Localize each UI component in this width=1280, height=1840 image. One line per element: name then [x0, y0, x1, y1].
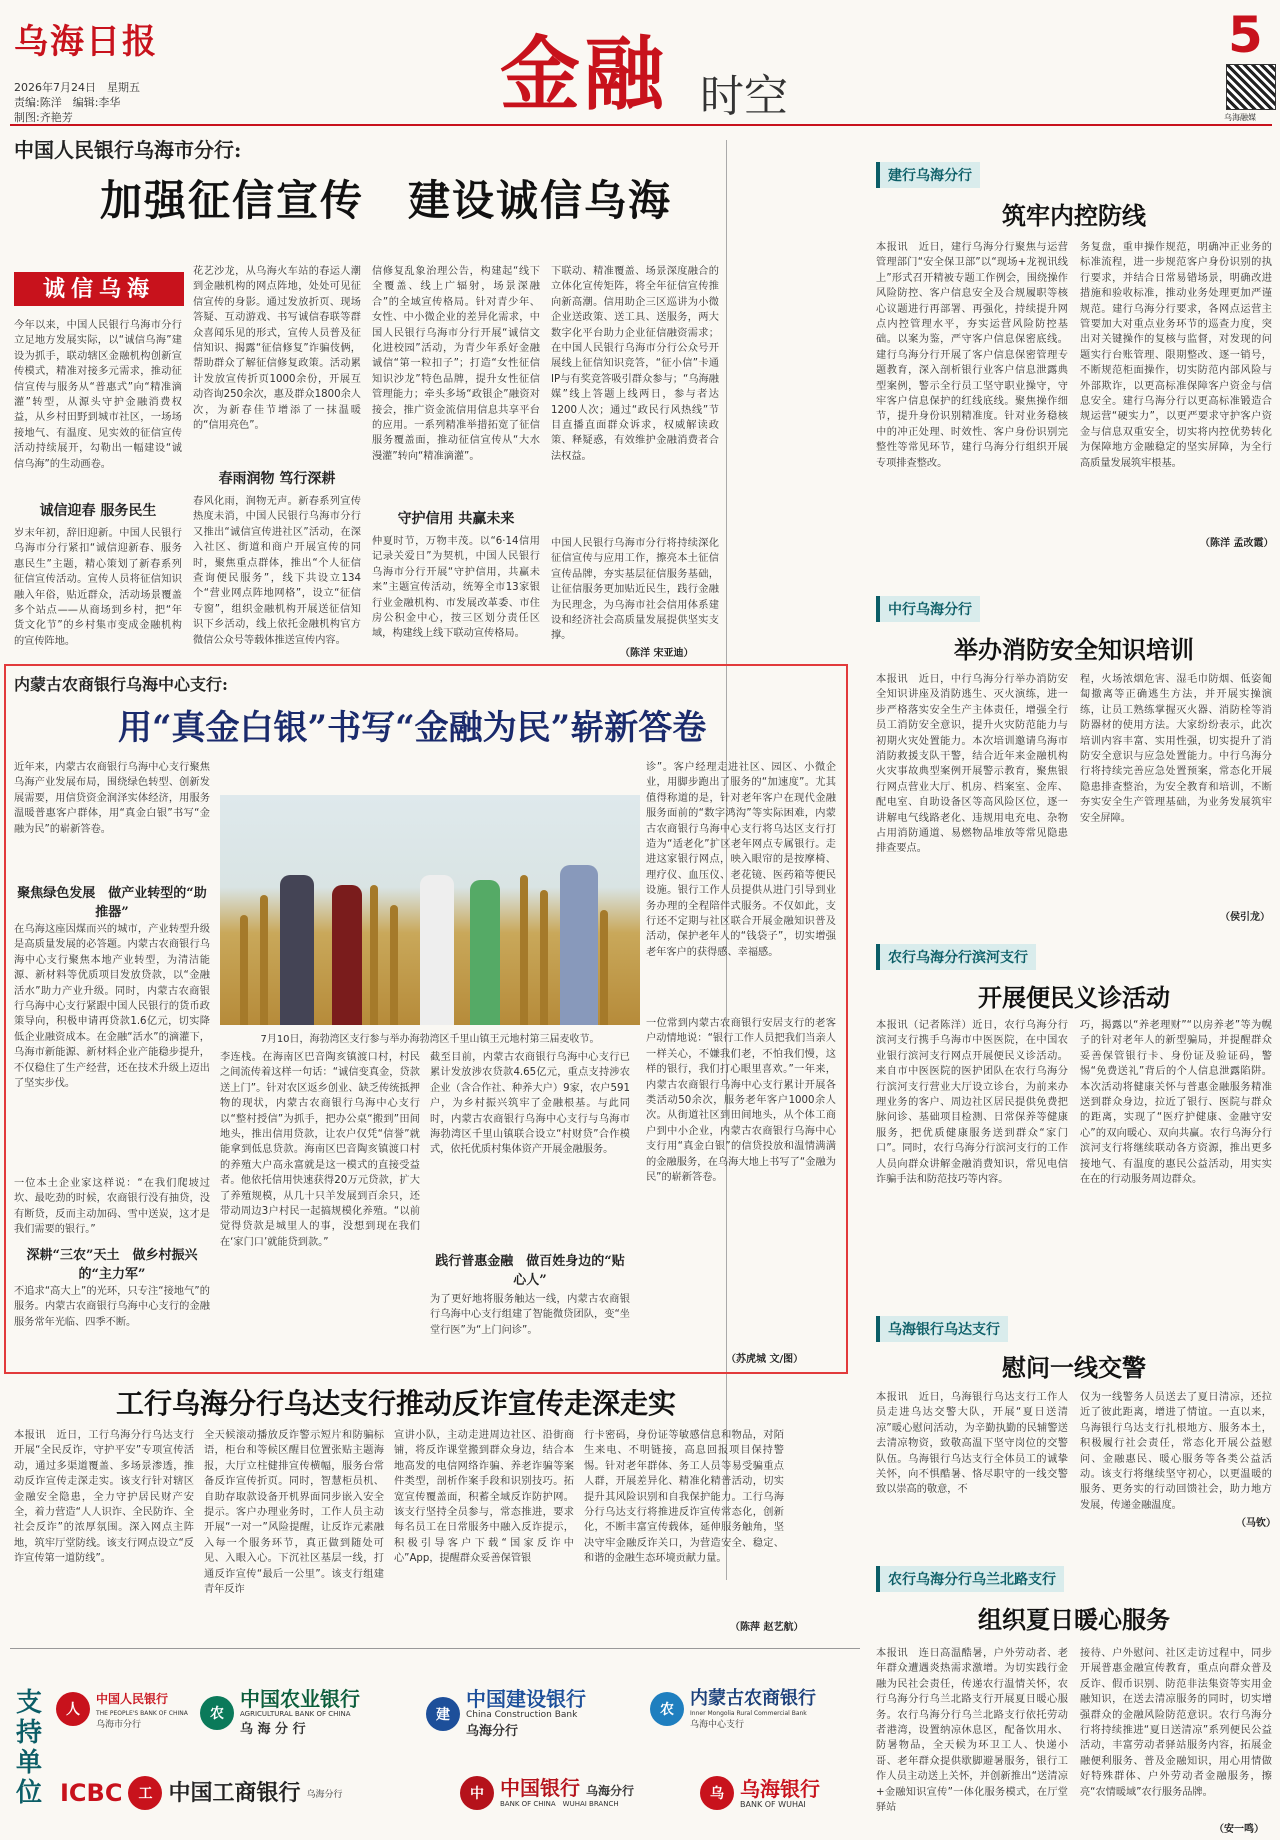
ccb-english: China Construction Bank: [466, 1710, 578, 1720]
icbc-name: 中国工商银行: [168, 1780, 301, 1806]
abc-branch: 乌 海 分 行: [240, 1722, 306, 1737]
nmgrc-logo: [650, 1688, 816, 1730]
wuhai-bank-col1: 本报讯 近日，乌海银行乌达支行工作人员走进乌达交警大队，开展“夏日送清凉”暖心慰问活动，为辛勤执勤的民辅警送去清凉物资，致敬高温下坚守岗位的交警队伍。乌海银行乌达支行全体员工的诚挚关怀，向不惧酷暑、恪尽职守的一线交警致以崇高的敬意，不: [876, 1392, 1068, 1496]
boc-branch: 乌海分行: [586, 1784, 635, 1798]
maker-line: 制图:齐艳芳: [14, 111, 73, 124]
cheng-xin-wu-hai-badge: 诚信乌海: [14, 272, 184, 306]
pboc-name: 中国人民银行: [96, 1692, 169, 1706]
bottom-col3: 宣讲小队，主动走进周边社区、沿街商铺，将反诈课堂搬到群众身边，结合本地高发的电信网络诈骗、养老诈骗等案件类型，剖析作案手段和识别技巧。拓宽宣传覆盖面，积蓄全域反诈防护网。该支行坚持全员参与，常态推进，要求每名员工在日常服务中融入反诈提示，积极引导客户下载“国家反诈中心”App，提醒群众妥善保管银: [394, 1430, 574, 1565]
abc-english: AGRICULTURAL BANK OF CHINA: [240, 1710, 351, 1718]
date-line: 2026年7月24日 星期五: [14, 81, 140, 94]
boc-logo: [460, 1776, 634, 1810]
feature-col3-body: 截至目前，内蒙古农商银行乌海中心支行已累计发放涉农贷款4.65亿元，重点支持涉农企业（含合作社、种养大户）9家，农户591户，为乡村振兴筑牢了金融根基。与此同时，内蒙古农商银行乌海中心支行与乌海市海勃湾区千里山镇联合设立“村财贷”合作模式，依托优质村集体资产开展金融服务。: [430, 1052, 630, 1156]
ccb-col2: 务复盘，重申操作规范，明确冲正业务的标准流程，进一步规范客户身份识别的执行要求，并结合日常易错场景，明确改进措施和验收标准，推动业务处理更加严谨规范。建行乌海分行要求，各网点运营主管要加大对重点业务环节的巡查力度，突出对关键操作的复核与监督，对发现的问题实行台账管理、限期整改、逐一销号，不断规范柜面操作，切实防范内部风险与外部欺诈，以更高标准保障客户资金与信息安全。建行乌海分行以更高标准锻造合规运营“硬实力”，以更严要求守护客户资金与信息双重安全，切实将内控优势转化为保障地方金融稳定的坚实屏障，为全行高质量发展筑牢根基。: [1080, 242, 1272, 469]
section-subtitle: 时空: [700, 71, 788, 122]
boc-byline: （侯引龙）: [1220, 912, 1270, 923]
lead-col3-body-b: 仲夏时节，万物丰茂。以“6·14信用记录关爱日”为契机，中国人民银行乌海市分行开展“守护信用，共赢未来”主题宣传活动，统筹全市13家银行业金融机构、市发展改革委、市住房公积金中心，按三区划分责任区域，构建线上线下联动宣传格局。: [372, 536, 540, 640]
wuhai-bank-name: 乌海银行: [740, 1776, 820, 1801]
abc-binhe-headline: 开展便民义诊活动: [978, 983, 1170, 1012]
lead-col2-body-b: 春风化雨，润物无声。新春系列宣传热度未消，中国人民银行乌海市分行又推出“诚信宣传进社区”活动，在深入社区、街道和商户开展宣传的同时，聚焦重点群体，推出“个人征信查询便民服务”，线下共设立134个“营业网点阵地网格”，设立“征信专窗”，组织金融机构开展送征信知识下乡活动，线上依托金融机构官方微信公众号等载体推送宣传内容。: [193, 496, 361, 646]
bottom-col2: 全天候滚动播放反诈警示短片和防骗标语，柜台和等候区醒目位置张贴主题海报，大厅立柱健排宣传横幅，服务台常备反诈宣传折页。同时，智慧柜员机、自助存取款设备开机界面同步嵌入安全提示。客户办理业务时，工作人员主动开展“一对一”风险提醒，让反诈元素融入每一个服务环节，真正做到随处可见、入眼入心。下沉社区基层一线，打通反诈宣传“最后一公里”。该支行组建青年反诈: [204, 1430, 384, 1596]
feature-col4-body-b: 一位常到内蒙古农商银行安居支行的老客户动情地说：“银行工作人员把我们当亲人一样关心，不嫌我们老，不怕我们慢，这样的银行，我们打心眼里喜欢。”一年来，内蒙古农商银行乌海中心支行累计开展各类活动50余次，服务老年客户1000余人次。从街道社区到田间地头，从个体工商户到中小企业，内蒙古农商银行乌海中心支行用“真金白银”的信贷投放和温情满满的金融服务，在乌海大地上书写了“金融为民”的崭新答卷。: [646, 1018, 836, 1184]
ccb-emblem-icon: 建: [426, 1697, 460, 1731]
wuhai-bank-headline: 慰问一线交警: [1002, 1353, 1146, 1382]
abc-name: 中国农业银行: [240, 1687, 360, 1711]
abc-logo: [200, 1688, 360, 1737]
lead-col2-body: 花艺沙龙，从乌海火车站的春运人潮到金融机构的网点阵地，处处可见征信宣传的身影。通过发放折页、现场答疑、互动游戏、书写诚信春联等群众喜闻乐见的形式，宣传人员普及征信知识、揭露“征信修复”诈骗伎俩，帮助群众了解征信修复政策。活动累计发放宣传折页1000余份，开展互动咨询250余次，惠及群众1800余人次，为新春佳节增添了一抹温暖的“信用亮色”。: [193, 266, 361, 432]
lead-col3-body: 信修复乱象治理公告，构建起“线下全覆盖、线上广辐射，场景深融合”的全域宣传格局。针对青少年、女性、中小微企业的差异化需求，中国人民银行乌海市分行开展“诚信文化进校园”活动，为青少年系好金融诚信“第一粒扣子”；打造“女性征信知识沙龙”特色品牌，提升女性征信管理能力；牵头多场“政银企”融资对接会，推广资金流信用信息共享平台的应用。一系列精准举措拓宽了征信服务覆盖面，推动征信宣传从“大水漫灌”转向“精准滴灌”。: [372, 266, 540, 462]
wuhai-bank-col2: 仅为一线警务人员送去了夏日清凉，还拉近了彼此距离，增进了情谊。一直以来，乌海银行乌达支行扎根地方、服务本土，积极履行社会责任，常态化开展公益慰问、金融惠民、暖心服务等各类公益活动。该支行将继续坚守初心，以更温暖的服务、更务实的行动回馈社会，助力地方发展，传递金融温度。: [1080, 1392, 1272, 1511]
pboc-branch: 乌海市分行: [96, 1720, 142, 1730]
feature-headline: 用“真金白银”书写“金融为民”崭新答卷: [118, 708, 707, 748]
abc-emblem-icon: 农: [200, 1696, 234, 1730]
lead-col4-body-b: 中国人民银行乌海市分行将持续深化征信宣传与应用工作，擦亮本土征信宣传品牌，夯实基层征信服务基础，让征信服务更加贴近民生，践行金融为民理念，为乌海市社会信用体系建设和经济社会高质量发展提供坚实支撑。: [551, 538, 719, 642]
ccb-branch: 乌海分行: [466, 1724, 519, 1739]
ccb-headline: 筑牢内控防线: [1002, 201, 1146, 230]
boc-col2: 程，火场浓烟危害、湿毛巾防烟、低姿匍匐撤离等正确逃生方法，并开展实操演练，让员工熟练掌握灭火器、消防栓等消防器材的使用方法。大家纷纷表示，此次培训内容丰富、实用性强，切实提升了消防安全意识与应急处置能力。中行乌海分行将持续完善应急处置预案，常态化开展隐患排查整治，为安全教育和培训，不断夯实安全生产管理基础，为业务发展筑牢安全屏障。: [1080, 674, 1272, 824]
boc-name: 中国银行: [500, 1776, 580, 1800]
section-title: 金融: [500, 27, 668, 121]
feature-subhead-3: 践行普惠金融 做百姓身边的“贴心人”: [435, 1254, 625, 1288]
boc-col1: 本报讯 近日，中行乌海分行举办消防安全知识讲座及消防逃生、灭火演练，进一步严格落实安全生产主体责任，增强全行员工消防安全意识，提升火灾防范能力与初期火灾处置能力。本次培训邀请乌海市消防救援支队干警，结合近年来金融机构火灾事故典型案例开展警示教育，聚焦银行网点营业大厅、机房、档案室、金库、配电室、自助设备区等高风险区位，逐一讲解电气线路老化、违规用电充电、杂物占用消防通道、易燃物品堆放等常见隐患排查要点。: [876, 674, 1068, 855]
editor-line: 责编:陈洋 编辑:李华: [14, 96, 121, 109]
wuhai-bank-english: BANK OF WUHAI: [740, 1799, 806, 1809]
icbc-abbr: ICBC: [60, 1779, 123, 1807]
ccb-logo: [426, 1688, 586, 1739]
feature-col2-body: 李连栈。在海南区巴音陶亥镇渡口村，村民之间流传着这样一句话：“诚信变真金，贷款送上门”。针对农区返乡创业、缺乏传统抵押物的现状，内蒙古农商银行乌海中心支行以“整村授信”为抓手，把办公桌“搬到”田间地头，推出信用贷款，让农户仅凭“信誉”就能拿到低息贷款。海南区巴音陶亥镇渡口村的养殖大户高永富就是这一模式的直接受益者。他依托信用快速获得20万元贷款，扩大了养殖规模，从几十只羊发展到百余只，还带动周边3户村民一起搞规模化养殖。“以前觉得贷款是城里人的事，没想到现在我们在‘家门口’就能贷到款。”: [220, 1052, 420, 1248]
pboc-english: THE PEOPLE'S BANK OF CHINA: [96, 1710, 188, 1717]
lead-intro: 今年以来，中国人民银行乌海市分行立足地方发展实际，以“诚信乌海”建设为抓手，联动辖区金融机构创新宣传模式，精准对接多元需求，推动征信宣传与服务从“普惠式”向“精准滴灌”转型，从源头守护金融消费权益，从乡村田野到城市社区，一场场接地气、有温度、见实效的征信宣传活动持续展开，勾勒出一幅建设“诚信乌海”的生动画卷。: [14, 320, 182, 470]
boc-headline: 举办消防安全知识培训: [954, 635, 1194, 664]
photo-caption: 7月10日，海勃湾区支行参与举办海勃湾区千里山镇王元地村第三届麦收节。: [260, 1034, 600, 1045]
boc-emblem-icon: 中: [460, 1776, 494, 1810]
nmgrc-emblem-icon: 农: [650, 1692, 684, 1726]
abc-wulanbeilu-col1: 本报讯 连日高温酷暑，户外劳动者、老年群众遭遇炎热需求激增。为切实践行金融为民社会责任，传递农行温情关怀，农行乌海分行乌兰北路支行开展夏日暖心服务。农行乌海分行乌兰北路支行依托劳动者港湾，设置纳凉休息区，配备饮用水、防暑物品，全天候为环卫工人、快递小哥、老年群众提供歇脚避暑服务，银行工作人员主动送上关怀，并创新推出“送清凉+金融知识宣传”一体化服务模式，在厅堂驿站: [876, 1648, 1068, 1814]
feature-subhead-1: 聚焦绿色发展 做产业转型的“助推器”: [17, 886, 207, 920]
tag-abc-wulanbeilu: 农行乌海分行乌兰北路支行: [876, 1566, 1064, 1592]
newspaper-name: 乌海日报: [14, 22, 158, 62]
page-number: 5: [1228, 6, 1263, 64]
feature-col1-quote: 一位本土企业家这样说：“在我们爬坡过坎、最吃劲的时候，农商银行没有抽贷，没有断贷，反而主动加码、雪中送炭，这才是我们需要的银行。”: [14, 1178, 210, 1236]
supporters-label: 支持单位: [15, 1688, 42, 1808]
lead-headline: 加强征信宣传 建设诚信乌海: [100, 176, 673, 225]
nmgrc-english: Inner Mongolia Rural Commercial Bank: [690, 1710, 807, 1717]
lead-kicker: 中国人民银行乌海市分行:: [14, 138, 242, 162]
abc-binhe-col2: 巧，揭露以“养老理财”“以房养老”等为幌子的针对老年人的新型骗局，并提醒群众妥善保管银行卡、身份证及验证码，警惕“免费送礼”背后的个人信息泄露陷阱。本次活动将健康关怀与普惠金融服务精准送到群众身边，拉近了银行、医院与群众的距离，实现了“医疗护健康、金融守安心”的双向暖心、双向共赢。农行乌海分行滨河支行将继续联动各方资源，推出更多接地气、有温度的惠民公益活动，用实实在在的行动服务周边群众。: [1080, 1020, 1272, 1186]
feature-subhead-2: 深耕“三农”天土 做乡村振兴的“主力军”: [26, 1248, 198, 1282]
ccb-byline: （陈洋 孟改霞）: [1200, 538, 1274, 549]
feature-col3-body-b: 为了更好地将服务触达一线，内蒙古农商银行乌海中心支行组建了智能微贷团队，变“坐堂行医”为“上门问诊”。: [430, 1294, 630, 1336]
supporters-rule: [10, 1648, 860, 1649]
lead-subhead-3: 守护信用 共赢未来: [397, 511, 515, 527]
wuhai-bank-logo: [700, 1776, 820, 1810]
wheat-harvest-photo: [220, 795, 640, 1025]
qr-caption: 乌海融媒: [1224, 113, 1256, 122]
tag-ccb: 建行乌海分行: [876, 162, 980, 188]
lead-subhead-1: 诚信迎春 服务民生: [39, 503, 157, 519]
tag-boc: 中行乌海分行: [876, 596, 980, 622]
bottom-headline: 工行乌海分行乌达支行推动反诈宣传走深走实: [116, 1387, 677, 1420]
ccb-name: 中国建设银行: [466, 1687, 586, 1711]
nmgrc-branch: 乌海中心支行: [690, 1720, 745, 1730]
qr-code-icon[interactable]: [1226, 64, 1276, 110]
tag-abc-binhe: 农行乌海分行滨河支行: [876, 944, 1036, 970]
masthead-rule: [10, 124, 1272, 126]
feature-kicker: 内蒙古农商银行乌海中心支行:: [14, 675, 228, 694]
icbc-logo: [60, 1776, 342, 1810]
lead-byline: （陈洋 宋亚迪）: [620, 648, 694, 659]
feature-byline: （苏虎城 文/图）: [726, 1354, 804, 1365]
lead-col4-body: 下联动、精准覆盖、场景深度融合的立体化宣传矩阵，将全年征信宣传推向新高潮。信用助企三区巡讲为小微企业送政策、送工具、送服务，两大数字化平台助力企业征信融资需求；在中国人民银行乌海市分行公众号开展线上征信知识竞答，“征小信”卡通IP与有奖竞答吸引群众参与；“乌海融媒”线上答题上线两日，参与者达1200人次；通过“政民行风热线”节目直播直面群众诉求，权威解读政策、释疑惑，有效维护金融消费者合法权益。: [551, 266, 719, 462]
bottom-byline: （陈萍 赵艺航）: [730, 1622, 804, 1633]
feature-col4-body: 诊”。客户经理走进社区、园区、小微企业，用脚步跑出了服务的“加速度”。尤其值得称道的是，针对老年客户在现代金融服务面前的“数字鸿沟”等实际困难，内蒙古农商银行乌海中心支行将乌达区支行打造为“适老化”扩区老年网点专属银行。走进这家银行网点，映入眼帘的是按摩椅、理疗仪、血压仪、老花镜、医药箱等便民设施。银行工作人员提供从进门引导到业务办理的全程陪伴式服务。不仅如此，支行还不定期与社区联合开展金融知识普及活动，保护老年人的“钱袋子”，切实增强老年客户的获得感、幸福感。: [646, 762, 836, 958]
icbc-emblem-icon: 工: [128, 1776, 162, 1810]
abc-wulanbeilu-byline: （安一鸣）: [1214, 1824, 1264, 1835]
boc-english: BANK OF CHINA WUHAI BRANCH: [500, 1800, 619, 1808]
abc-wulanbeilu-col2: 接待、户外慰问、社区走访过程中，同步开展普惠金融宣传教育，重点向群众普及反诈、假币识别、防范非法集资等实用金融知识，在送去清凉服务的同时，切实增强群众的金融风险防范意识。农行乌海分行将持续推进“夏日送清凉”系列便民公益活动，丰富劳动者驿站服务内容，拓展金融便利服务、普及金融知识，用心用情做好特殊群体、户外劳动者金融服务，擦亮“农情暖域”农行服务品牌。: [1080, 1648, 1272, 1798]
wuhai-bank-emblem-icon: 乌: [700, 1776, 734, 1810]
abc-binhe-col1: 本报讯（记者陈洋）近日，农行乌海分行滨河支行携手乌海市中医医院，在中国农业银行滨河支行网点开展便民义诊活动。来自市中医医院的医护团队在农行乌海分行滨河支行营业大厅设立诊台，为前来办理业务的客户、周边社区居民提供免费把脉问诊、基础项目检测、日常保养等健康服务，把优质健康服务送到群众“家门口”。同时，农行乌海分行滨河支行的工作人员向群众讲解金融消费知识，常见电信诈骗手法和防范技巧等内容。: [876, 1020, 1068, 1186]
feature-intro: 近年来，内蒙古农商银行乌海中心支行聚焦乌海产业发展布局，围绕绿色转型、创新发展需要，用信贷资金润泽实体经济，用服务温暖普惠客户群体，用“真金白银”书写“金融为民”的崭新答卷。: [14, 762, 210, 835]
wuhai-bank-byline: （马钦）: [1236, 1518, 1276, 1529]
feature-col1-body: 在乌海这座因煤而兴的城市，产业转型升级是高质量发展的必答题。内蒙古农商银行乌海中心支行聚焦本地产业转型，为清洁能源、新材料等优质项目发放贷款，以“金融活水”助力产业升级。同时，内蒙古农商银行乌海中心支行紧跟中国人民银行的货币政策导向，积极申请再贷款1.6亿元，切实降低企业融资成本。在金融“活水”的滴灌下，乌海市新能源、新材料企业产能稳步提升，不仅稳住了生产经营，还在技术升级上迈出了坚实步伐。: [14, 924, 210, 1090]
icbc-branch: 乌海分行: [306, 1789, 343, 1800]
pboc-logo: [56, 1688, 188, 1730]
nmgrc-name: 内蒙古农商银行: [690, 1688, 816, 1709]
lead-subhead-2: 春雨润物 笃行深耕: [218, 471, 336, 487]
tag-wuhai-bank: 乌海银行乌达支行: [876, 1316, 1008, 1342]
bottom-col4: 行卡密码，身份证等敏感信息和物品，对陌生来电、不明链接，高息回报项目保持警惕。针对老年群体、务工人员等易受骗重点人群，开展差异化、精准化精普活动，切实提升其风险识别和自我保护能力。工行乌海分行乌达支行将推进反诈宣传常态化，创新化，不断丰富宣传载体，延伸服务触角，坚决守牢金融反诈关口，为营造安全、稳定、和谐的金融生态环境贡献力量。: [584, 1430, 784, 1565]
pboc-emblem-icon: 人: [56, 1692, 90, 1726]
ccb-col1: 本报讯 近日，建行乌海分行聚焦与运营管理部门“安全保卫部”以“现场+龙视讯线上”形式召开精被专题工作例会，围绕操作风险防控、客户信息安全及合规履职等核心议题进行再部署、再强化，持续提升网点内控管理水平，夯实运营风险防控基础。以案为鉴，严守客户信息保密底线。建行乌海分行开展了客户信息保密管理专题教育，深入剖析银行业客户信息泄露典型案例，警示全行员工坚守职业操守，守牢客户信息保护的红线底线。聚焦操作细节，提升身份识别精准度。针对业务稳核中的冲正处理、时效性、客户身份识别完整性等常见环节，建行乌海分行组织开展专项排查整改。: [876, 242, 1068, 469]
feature-col1-body-c: 不追求“高大上”的光环，只专注“接地气”的服务。内蒙古农商银行乌海中心支行的金融服务常年光临、四季不断。: [14, 1286, 210, 1328]
issue-meta: [14, 80, 140, 125]
bottom-col1: 本报讯 近日，工行乌海分行乌达支行开展“全民反诈，守护平安”专项宣传活动，通过多渠道覆盖、多场景渗透，推动反诈宣传走深走实。该支行针对辖区金融安全隐患，全力守护居民财产安全，着力营造“人人识诈、全民防诈、全社会反诈”的浓厚氛围。深入网点主阵地，筑牢厅堂防线。该支行网点设立“反诈宣传第一道防线”。: [14, 1430, 194, 1565]
abc-wulanbeilu-headline: 组织夏日暖心服务: [978, 1605, 1170, 1634]
lead-col1-body: 岁末年初，辞旧迎新。中国人民银行乌海市分行紧扣“诚信迎新春、服务惠民生”主题，精心策划了新春系列征信宣传活动。宣传人员将征信知识融入年俗，贴近群众，活动场景覆盖多个站点——从商场到乡村，把“年货文化节”的乡村集市变成金融机构的宣传阵地。: [14, 528, 182, 647]
